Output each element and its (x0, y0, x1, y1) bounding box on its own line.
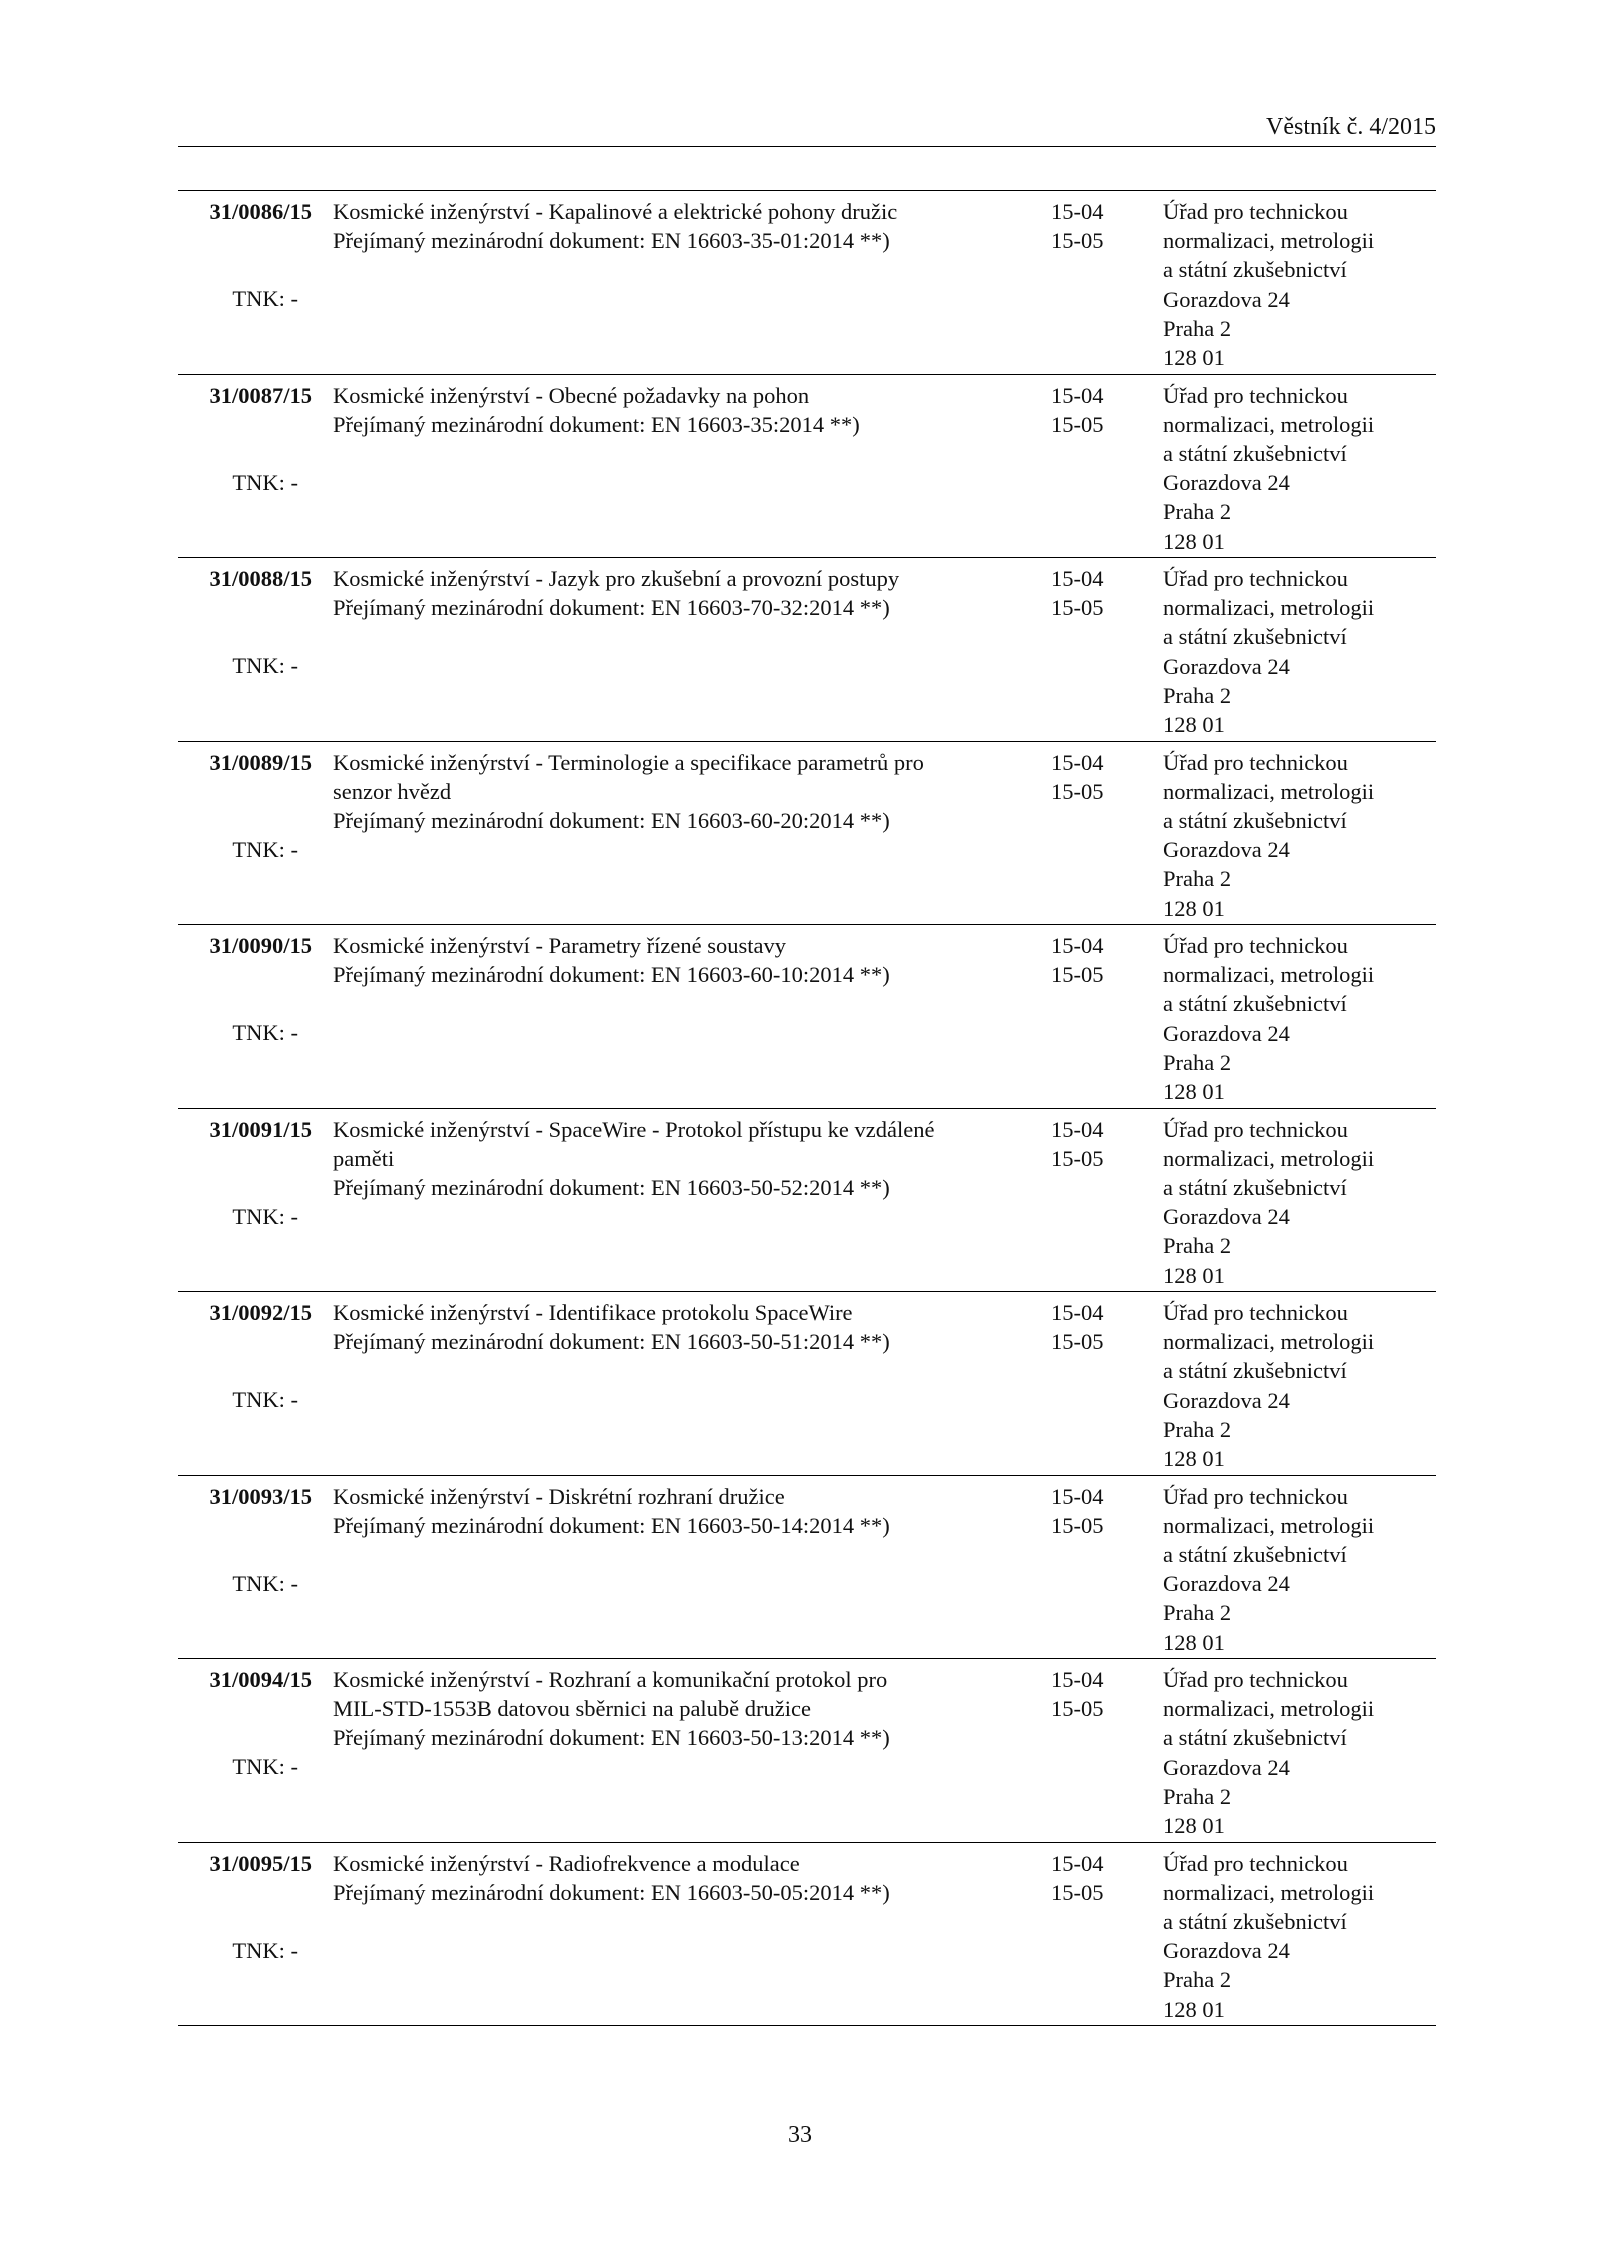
address-line: Úřad pro technickou (1163, 1300, 1348, 1325)
standard-number: 31/0086/15 (209, 199, 312, 224)
title-line: Přejímaný mezinárodní dokument: EN 16603-50-14:2014 **) (333, 1512, 890, 1538)
address-line: 128 01 (1163, 895, 1225, 921)
address-line: a státní zkušebnictví (1163, 1358, 1347, 1384)
address (1163, 1849, 1433, 2024)
title-line: senzor hvězd (333, 778, 452, 804)
address-line: a státní zkušebnictví (1163, 991, 1347, 1017)
address-line: Praha 2 (1163, 1233, 1232, 1259)
address-line: Gorazdova 24 (1163, 470, 1290, 496)
table-row (178, 925, 1436, 1109)
address-line: a státní zkušebnictví (1163, 1725, 1347, 1751)
tnk-label: TNK: - (232, 653, 298, 678)
address-line: normalizaci, metrologii (1163, 595, 1375, 621)
date-value: 15-05 (1051, 1512, 1104, 1538)
standard-title (333, 564, 1033, 622)
address-line: 128 01 (1163, 712, 1225, 738)
title-line: paměti (333, 1145, 395, 1171)
address-line: Úřad pro technickou (1163, 749, 1348, 775)
dates (1051, 1665, 1131, 1723)
address-line: Praha 2 (1163, 499, 1232, 525)
date-value: 15-05 (1051, 962, 1104, 988)
standard-title (333, 931, 1033, 989)
title-line: Kosmické inženýrství - Radiofrekvence a modulace (333, 1850, 800, 1876)
address-line: Gorazdova 24 (1163, 1754, 1290, 1780)
standard-title (333, 381, 1033, 439)
tnk-label: TNK: - (232, 1020, 298, 1045)
address-line: Gorazdova 24 (1163, 1571, 1290, 1597)
address-line: normalizaci, metrologii (1163, 1329, 1375, 1355)
address-line: Gorazdova 24 (1163, 1204, 1290, 1230)
address (1163, 564, 1433, 739)
address-line: normalizaci, metrologii (1163, 1145, 1375, 1171)
table-row (178, 1659, 1436, 1843)
title-line: Přejímaný mezinárodní dokument: EN 16603-60-20:2014 **) (333, 807, 890, 833)
table-row (178, 191, 1436, 375)
address-line: 128 01 (1163, 1262, 1225, 1288)
address-line: 128 01 (1163, 1079, 1225, 1105)
address-line: 128 01 (1163, 1996, 1225, 2022)
address-line: 128 01 (1163, 528, 1225, 554)
date-value: 15-05 (1051, 1145, 1104, 1171)
address (1163, 1298, 1433, 1473)
title-line: Přejímaný mezinárodní dokument: EN 16603-50-52:2014 **) (333, 1174, 890, 1200)
address-line: Praha 2 (1163, 682, 1232, 708)
address-line: a státní zkušebnictví (1163, 1908, 1347, 1934)
standard-title (333, 1482, 1033, 1540)
address-line: a státní zkušebnictví (1163, 1174, 1347, 1200)
standard-number: 31/0090/15 (209, 933, 312, 958)
date-value: 15-04 (1051, 933, 1104, 958)
tnk-label: TNK: - (232, 1937, 298, 1963)
address-line: Gorazdova 24 (1163, 1020, 1290, 1046)
standard-title (333, 1298, 1033, 1356)
address (1163, 748, 1433, 923)
address-line: Úřad pro technickou (1163, 382, 1348, 408)
title-line: Kosmické inženýrství - Kapalinové a elektrické pohony družic (333, 199, 898, 224)
address (1163, 931, 1433, 1106)
date-value: 15-04 (1051, 382, 1104, 408)
date-value: 15-04 (1051, 1850, 1104, 1876)
title-line: Kosmické inženýrství - Obecné požadavky na pohon (333, 382, 810, 408)
standard-title (333, 748, 1033, 836)
date-value: 15-04 (1051, 749, 1104, 775)
page-number: 33 (788, 2122, 812, 2148)
tnk-label: TNK: - (232, 469, 298, 495)
address-line: Praha 2 (1163, 866, 1232, 892)
title-line: Přejímaný mezinárodní dokument: EN 16603-60-10:2014 **) (333, 962, 890, 988)
address-line: 128 01 (1163, 1813, 1225, 1839)
date-value: 15-05 (1051, 1879, 1104, 1905)
header-divider (178, 146, 1436, 147)
address-line: normalizaci, metrologii (1163, 228, 1375, 254)
address-line: Úřad pro technickou (1163, 199, 1348, 224)
table-row (178, 1292, 1436, 1476)
address (1163, 1115, 1433, 1290)
address-line: a státní zkušebnictví (1163, 257, 1347, 283)
table-row (178, 375, 1436, 559)
tnk-label: TNK: - (232, 1203, 298, 1229)
title-line: Přejímaný mezinárodní dokument: EN 16603-35:2014 **) (333, 411, 860, 437)
date-value: 15-05 (1051, 1696, 1104, 1722)
address-line: Praha 2 (1163, 1600, 1232, 1626)
table-row (178, 1843, 1436, 2027)
address-line: Úřad pro technickou (1163, 1850, 1348, 1876)
tnk-label: TNK: - (232, 286, 298, 311)
address-line: Úřad pro technickou (1163, 1483, 1348, 1509)
title-line: Kosmické inženýrství - Terminologie a specifikace parametrů pro (333, 749, 924, 775)
table-row (178, 558, 1436, 742)
standard-title (333, 1849, 1033, 1907)
address-line: Praha 2 (1163, 1783, 1232, 1809)
standard-number: 31/0091/15 (209, 1116, 312, 1142)
address-line: 128 01 (1163, 345, 1225, 371)
title-line: Kosmické inženýrství - Rozhraní a komunikační protokol pro (333, 1667, 888, 1692)
address-line: Úřad pro technickou (1163, 1116, 1348, 1142)
date-value: 15-04 (1051, 566, 1104, 591)
dates (1051, 197, 1131, 255)
date-value: 15-05 (1051, 228, 1104, 254)
address-line: Praha 2 (1163, 315, 1232, 341)
address-line: Gorazdova 24 (1163, 1387, 1290, 1413)
dates (1051, 931, 1131, 989)
date-value: 15-05 (1051, 778, 1104, 804)
date-value: 15-05 (1051, 1329, 1104, 1355)
journal-title: Věstník č. 4/2015 (1266, 114, 1436, 140)
table-row (178, 1476, 1436, 1660)
address-line: Gorazdova 24 (1163, 653, 1290, 679)
date-value: 15-04 (1051, 1116, 1104, 1142)
dates (1051, 381, 1131, 439)
date-value: 15-04 (1051, 1483, 1104, 1509)
address-line: Praha 2 (1163, 1416, 1232, 1442)
title-line: Přejímaný mezinárodní dokument: EN 16603-50-51:2014 **) (333, 1329, 890, 1355)
address-line: normalizaci, metrologii (1163, 1512, 1375, 1538)
date-value: 15-04 (1051, 1667, 1104, 1692)
standard-number: 31/0089/15 (209, 749, 312, 775)
standard-number: 31/0094/15 (209, 1667, 312, 1692)
address-line: Gorazdova 24 (1163, 286, 1290, 312)
date-value: 15-05 (1051, 411, 1104, 437)
address (1163, 381, 1433, 556)
address-line: 128 01 (1163, 1446, 1225, 1472)
address-line: Gorazdova 24 (1163, 837, 1290, 863)
title-line: MIL-STD-1553B datovou sběrnici na palubě družice (333, 1696, 811, 1722)
tnk-label: TNK: - (232, 1754, 298, 1779)
standard-number: 31/0087/15 (209, 382, 312, 408)
date-value: 15-04 (1051, 199, 1104, 224)
title-line: Kosmické inženýrství - Jazyk pro zkušební a provozní postupy (333, 566, 900, 591)
date-value: 15-04 (1051, 1300, 1104, 1325)
address-line: Praha 2 (1163, 1049, 1232, 1075)
standard-title (333, 1665, 1033, 1753)
dates (1051, 748, 1131, 806)
address (1163, 1665, 1433, 1840)
dates (1051, 564, 1131, 622)
title-line: Kosmické inženýrství - Diskrétní rozhraní družice (333, 1483, 785, 1509)
address-line: 128 01 (1163, 1629, 1225, 1655)
standard-number: 31/0092/15 (209, 1300, 312, 1325)
tnk-label: TNK: - (232, 1387, 298, 1412)
address-line: Úřad pro technickou (1163, 566, 1348, 591)
standard-title (333, 1115, 1033, 1203)
table-row (178, 742, 1436, 926)
standard-number: 31/0088/15 (209, 566, 312, 591)
title-line: Přejímaný mezinárodní dokument: EN 16603-50-13:2014 **) (333, 1725, 890, 1751)
address-line: a státní zkušebnictví (1163, 624, 1347, 650)
address-line: normalizaci, metrologii (1163, 962, 1375, 988)
title-line: Přejímaný mezinárodní dokument: EN 16603-35-01:2014 **) (333, 228, 890, 254)
tnk-label: TNK: - (232, 836, 298, 862)
dates (1051, 1482, 1131, 1540)
title-line: Přejímaný mezinárodní dokument: EN 16603-50-05:2014 **) (333, 1879, 890, 1905)
address-line: normalizaci, metrologii (1163, 1696, 1375, 1722)
title-line: Přejímaný mezinárodní dokument: EN 16603-70-32:2014 **) (333, 595, 890, 621)
table-row (178, 1109, 1436, 1293)
address-line: Gorazdova 24 (1163, 1938, 1290, 1964)
dates (1051, 1849, 1131, 1907)
title-line: Kosmické inženýrství - Parametry řízené soustavy (333, 933, 786, 958)
standard-number: 31/0093/15 (209, 1483, 312, 1509)
standard-title (333, 197, 1033, 255)
date-value: 15-05 (1051, 595, 1104, 621)
address-line: a státní zkušebnictví (1163, 807, 1347, 833)
dates (1051, 1298, 1131, 1356)
address-line: Úřad pro technickou (1163, 933, 1348, 958)
announcement-table (178, 190, 1436, 2026)
address (1163, 1482, 1433, 1657)
address-line: Úřad pro technickou (1163, 1667, 1348, 1692)
address-line: a státní zkušebnictví (1163, 440, 1347, 466)
address-line: normalizaci, metrologii (1163, 411, 1375, 437)
address (1163, 197, 1433, 372)
dates (1051, 1115, 1131, 1173)
address-line: a státní zkušebnictví (1163, 1541, 1347, 1567)
tnk-label: TNK: - (232, 1570, 298, 1596)
address-line: normalizaci, metrologii (1163, 1879, 1375, 1905)
address-line: Praha 2 (1163, 1967, 1232, 1993)
title-line: Kosmické inženýrství - Identifikace protokolu SpaceWire (333, 1300, 853, 1325)
title-line: Kosmické inženýrství - SpaceWire - Protokol přístupu ke vzdálené (333, 1116, 935, 1142)
address-line: normalizaci, metrologii (1163, 778, 1375, 804)
standard-number: 31/0095/15 (209, 1850, 312, 1876)
